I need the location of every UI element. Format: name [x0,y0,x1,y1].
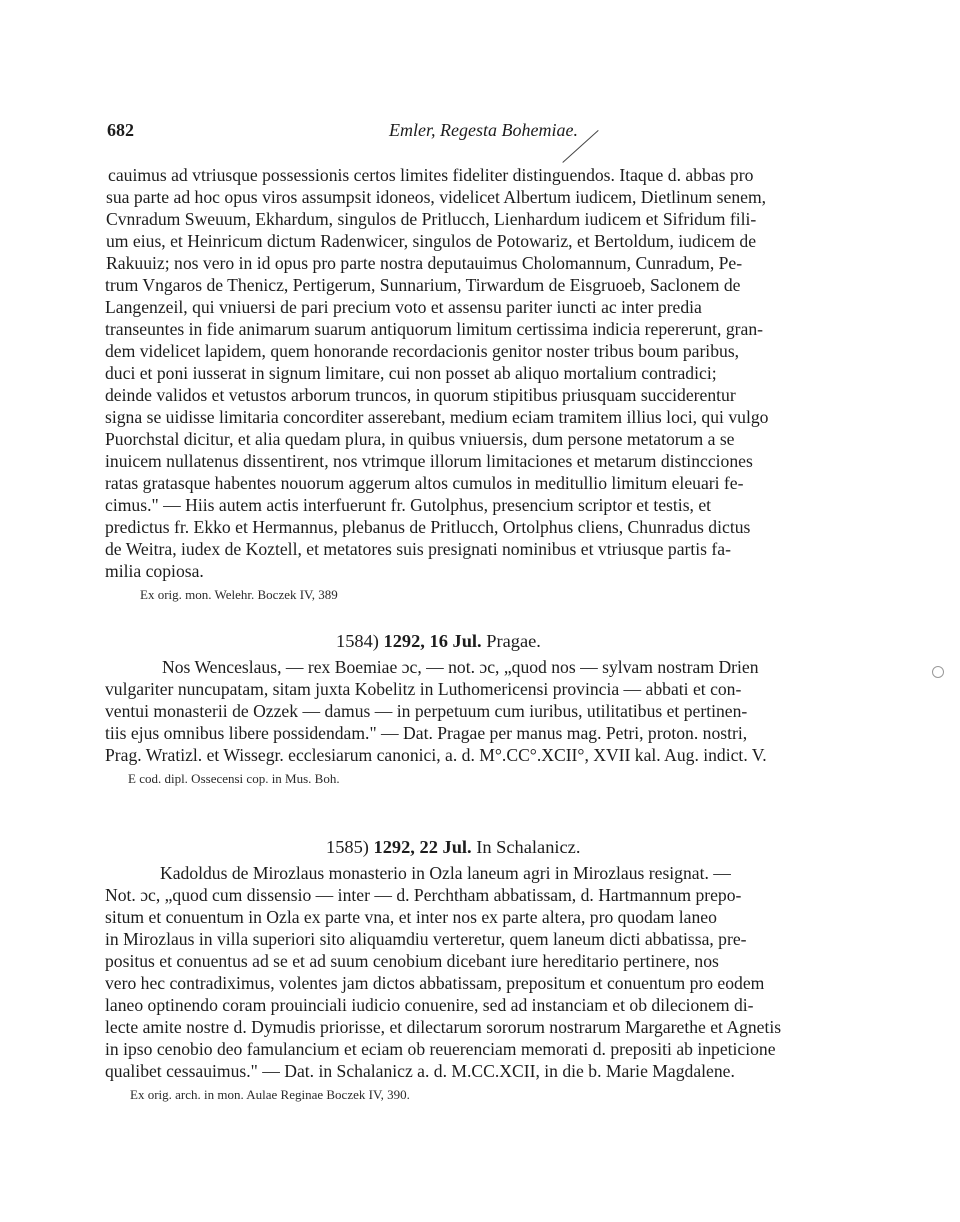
entry-heading-1585 [326,836,580,858]
entry-place: In Schalanicz. [476,837,581,857]
text-line: cauimus ad vtriusque possessionis certos limites fideliter distinguendos. Itaque d. abbas pro [108,165,754,185]
text-line: de Weitra, iudex de Koztell, et metatores suis presignati nominibus et vtriusque partis fa- [105,539,731,559]
text-line: Prag. Wratizl. et Wissegr. ecclesiarum canonici, a. d. M°.CC°.XCII°, XVII kal. Aug. indict. V. [105,745,767,765]
text-line: in Mirozlaus in villa superiori sito aliquamdiu verteretur, quem laneum dicti abbatissa, pre- [105,929,747,949]
source-note: Ex orig. mon. Welehr. Boczek IV, 389 [140,587,338,602]
text-line: ratas gratasque habentes nouorum aggerum altos cumulos in meditullio limitum eleuari fe- [105,473,744,493]
entry-number: 1584) [336,631,379,651]
text-line: vulgariter nuncupatam, sitam juxta Kobelitz in Luthomericensi provincia — abbati et con- [105,679,742,699]
running-title: Emler, Regesta Bohemiae. [389,120,578,140]
text-line: sua parte ad hoc opus viros assumpsit idoneos, videlicet Albertum iudicem, Dietlinum senem, [106,187,767,207]
text-line: Not. ɔc, „quod cum dissensio — inter — d. Perchtham abbatissam, d. Hartmannum prepo- [105,885,742,905]
text-line: duci et poni iusserat in signum limitare, cui non posset ab aliquo mortalium contradici; [105,363,717,383]
text-line: predictus fr. Ekko et Hermannus, plebanus de Pritlucch, Ortolphus cliens, Chunradus dictus [105,517,751,537]
text-line: tiis ejus omnibus libere possidendam." — Dat. Pragae per manus mag. Petri, proton. nostri, [105,723,748,743]
text-line: laneo optinendo coram prouinciali iudicio conuenire, sed ad instanciam et ob dilecionem di- [105,995,754,1015]
source-note: Ex orig. arch. in mon. Aulae Reginae Boczek IV, 390. [130,1087,410,1102]
text-line: lecte amite nostre d. Dymudis priorisse, et dilectarum sororum nostrarum Margarethe et Agnetis [105,1017,782,1037]
text-line: situm et conuentum in Ozla ex parte vna, et inter nos ex parte altera, pro quodam laneo [105,907,717,927]
text-line: in ipso cenobio deo famulancium et eciam ob reuerenciam memorati d. prepositi ab inpeticione [105,1039,776,1059]
entry-year: 1292, [373,837,415,857]
text-line: trum Vngaros de Thenicz, Pertigerum, Sunnarium, Tirwardum de Eisgruoeb, Saclonem de [105,275,741,295]
text-line: milia copiosa. [105,561,204,581]
page-header [107,120,872,146]
text-line: ventui monasterii de Ozzek — damus — in perpetuum cum iuribus, utilitatibus et pertinen- [105,701,748,721]
text-line: Puorchstal dicitur, et alia quedam plura, in quibus vniuersis, dum persone metatorum a se [105,429,735,449]
text-line: qualibet cessauimus." — Dat. in Schalanicz a. d. M.CC.XCII, in die b. Marie Magdalene. [105,1061,735,1081]
margin-circle-mark [932,666,944,678]
entry-year: 1292, [383,631,425,651]
text-line: um eius, et Heinricum dictum Radenwicer, singulos de Potowariz, et Bertoldum, iudicem de [106,231,757,251]
text-line: vero hec contradiximus, volentes jam dictos abbatissam, prepositum et conuentum pro eodem [105,973,765,993]
text-line: cimus." — Hiis autem actis interfuerunt fr. Gutolphus, presencium scriptor et testis, et [105,495,712,515]
text-line: Cvnradum Sweuum, Ekhardum, singulos de Pritlucch, Lienhardum iudicem et Sifridum fili- [106,209,757,229]
text-line: deinde validos et vetustos arborum truncos, in quorum stipitibus priusquam succiderentur [105,385,736,405]
text-line: Kadoldus de Mirozlaus monasterio in Ozla laneum agri in Mirozlaus resignat. — [160,863,731,883]
entry-date: 22 Jul. [419,837,472,857]
text-line: inuicem nullatenus dissentirent, nos vtrimque illorum limitaciones et metarum distincciones [105,451,753,471]
text-line: Rakuuiz; nos vero in id opus pro parte nostra deputauimus Cholomannum, Cunradum, Pe- [106,253,743,273]
entry-number: 1585) [326,837,369,857]
entry-heading-1584 [336,630,541,652]
entry-date: 16 Jul. [429,631,482,651]
page-number: 682 [107,120,134,140]
entry-place: Pragae. [486,631,541,651]
text-line: positus et conuentus ad se et ad suum cenobium dicebant iure hereditario pertinere, nos [105,951,719,971]
text-line: Nos Wenceslaus, — rex Boemiae ɔc, — not. ɔc, „quod nos — sylvam nostram Drien [162,657,759,677]
text-line: signa se uidisse limitaria concorditer asserebant, medium eciam tramitem illius loci, qui vulgo [105,407,769,427]
text-line: Langenzeil, qui vniuersi de pari precium voto et assensu pariter iuncti ac inter predia [105,297,702,317]
text-line: transeuntes in fide animarum suarum antiquorum limitum certissima indicia repererunt, gran- [105,319,764,339]
source-note: E cod. dipl. Ossecensi cop. in Mus. Boh. [128,771,340,786]
text-line: dem videlicet lapidem, quem honorande recordacionis genitor noster tribus boum paribus, [105,341,740,361]
